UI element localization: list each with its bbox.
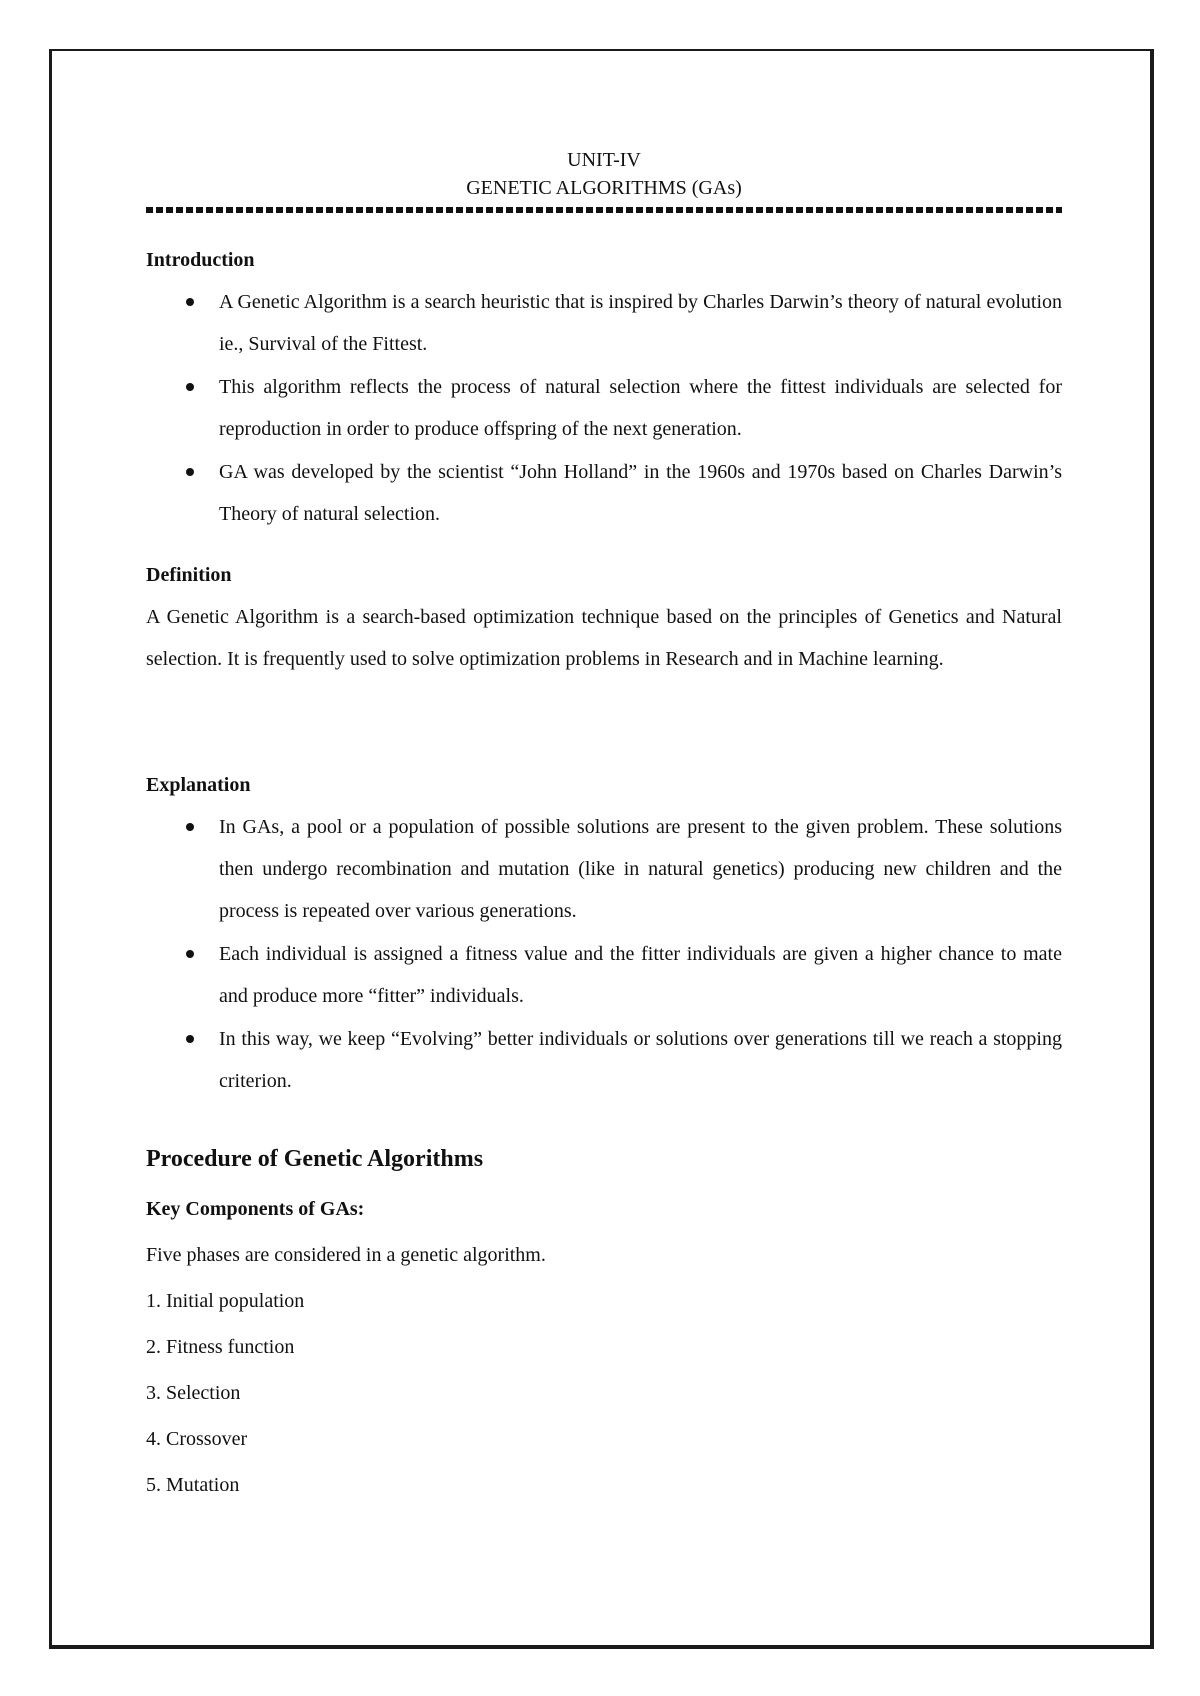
phase-item: 2. Fitness function: [146, 1336, 295, 1358]
list-item-text: Each individual is assigned a fitness value and the fitter individuals are given a higher chance to mate and produce more “fitter” individuals.: [219, 943, 1062, 1007]
title-divider: [146, 207, 1062, 213]
key-components-heading: Key Components of GAs:: [146, 1198, 365, 1220]
definition-heading: Definition: [146, 564, 232, 586]
phase-item: 3. Selection: [146, 1382, 241, 1404]
list-item: [146, 806, 1062, 932]
introduction-heading: Introduction: [146, 249, 255, 271]
list-item-text: In GAs, a pool or a population of possible solutions are present to the given problem. These solutions then undergo recombination and mutation (like in natural genetics) producing new children and the process is repeated over various generations.: [219, 816, 1062, 922]
list-item: [146, 366, 1062, 450]
introduction-list: [146, 281, 1062, 536]
document-title-block: [146, 146, 1062, 202]
list-item-text: This algorithm reflects the process of natural selection where the fittest individuals are selected for reproduction in order to produce offspring of the next generation.: [219, 376, 1062, 440]
phases-intro: Five phases are considered in a genetic algorithm.: [146, 1244, 546, 1266]
list-item: [146, 281, 1062, 365]
document-title: GENETIC ALGORITHMS (GAs): [466, 177, 742, 199]
list-item: [146, 933, 1062, 1017]
bullet-icon: [186, 468, 194, 476]
bullet-icon: [186, 298, 194, 306]
definition-paragraph: A Genetic Algorithm is a search-based optimization technique based on the principles of Genetics and Natural selection. It is frequently used to solve optimization problems in Research and in Machine learning.: [146, 606, 1062, 670]
list-item-text: GA was developed by the scientist “John Holland” in the 1960s and 1970s based on Charles Darwin’s Theory of natural selection.: [219, 461, 1062, 525]
bullet-icon: [186, 383, 194, 391]
explanation-heading: Explanation: [146, 774, 251, 796]
unit-label: UNIT-IV: [567, 149, 641, 171]
list-item: [146, 451, 1062, 535]
procedure-heading: Procedure of Genetic Algorithms: [146, 1146, 484, 1172]
phase-item: 5. Mutation: [146, 1474, 240, 1496]
explanation-list: [146, 806, 1062, 1103]
list-item-text: In this way, we keep “Evolving” better individuals or solutions over generations till we reach a stopping criterion.: [219, 1028, 1062, 1092]
list-item-text: A Genetic Algorithm is a search heuristic that is inspired by Charles Darwin’s theory of natural evolution ie., Survival of the Fittest.: [219, 291, 1062, 355]
phase-item: 4. Crossover: [146, 1428, 248, 1450]
phase-item: 1. Initial population: [146, 1290, 305, 1312]
bullet-icon: [186, 1035, 194, 1043]
bullet-icon: [186, 823, 194, 831]
list-item: [146, 1018, 1062, 1102]
bullet-icon: [186, 950, 194, 958]
